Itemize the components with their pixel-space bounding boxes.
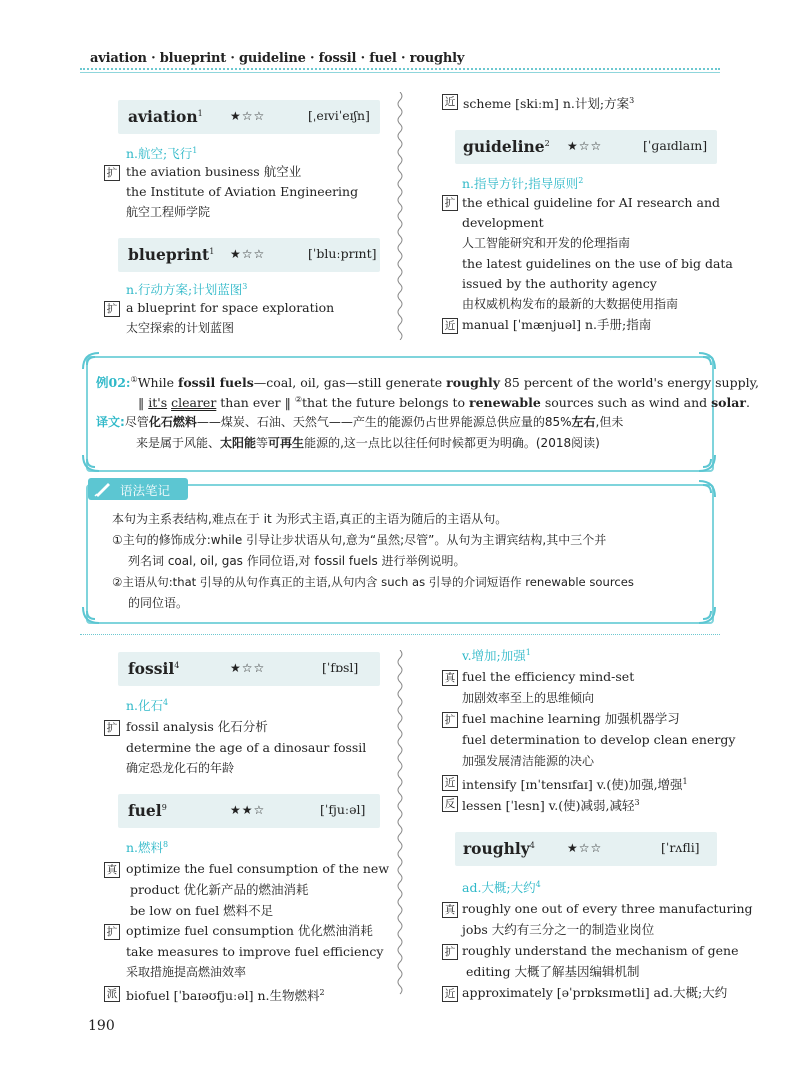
corner-ornament-icon [80, 452, 102, 474]
corner-ornament-icon [80, 350, 102, 372]
part-of-speech: n.燃料$^8$ [126, 839, 169, 855]
example-line: optimize fuel consumption 优化燃油消耗 [126, 923, 373, 938]
frequency-stars: ★☆☆ [567, 841, 603, 855]
example-line: be low on fuel 燃料不足 [130, 903, 274, 918]
part-of-speech: v.增加;加强$^1$ [462, 647, 531, 663]
real-exam-tag: 真 [104, 862, 120, 878]
example-line: fuel determination to develop clean energy [462, 732, 736, 747]
headword-box-guideline [455, 130, 717, 164]
synonym-tag: 近 [442, 775, 458, 791]
synonym-line: intensify [ɪnˈtensɪfaɪ] v.(使)加强,增强$^1$ [462, 777, 688, 793]
frequency-stars: ★☆☆ [230, 109, 266, 123]
grammar-note-line: 本句为主系表结构,难点在于 it 为形式主语,真正的主语为随后的主语从句。 [112, 512, 508, 526]
headword: guideline$^2$ [463, 137, 550, 156]
example-line: the ethical guideline for AI research and [462, 195, 720, 210]
corner-ornament-icon [696, 350, 718, 372]
example-line: development [462, 215, 544, 230]
corner-ornament-icon [696, 604, 718, 626]
synonym-line: manual [ˈmænjuəl] n.手册;指南 [462, 317, 652, 332]
synonym-line: scheme [skiːm] n.计划;方案$^3$ [463, 96, 635, 112]
pronunciation: [ˈbluːprɪnt] [308, 246, 377, 261]
frequency-stars: ★★☆ [230, 803, 266, 817]
example-line: the aviation business 航空业 [126, 164, 302, 179]
extension-tag: 扩 [104, 720, 120, 736]
extension-tag: 扩 [442, 712, 458, 728]
headword-box-roughly [455, 832, 717, 866]
example-line: editing 大概了解基因编辑机制 [466, 964, 640, 979]
example-line: product 优化新产品的燃油消耗 [130, 882, 309, 897]
frequency-stars: ★☆☆ [230, 661, 266, 675]
synonym-tag: 近 [442, 318, 458, 334]
grammar-note-line: 列名词 coal, oil, gas 作同位语,对 fossil fuels 进行举例说明。 [128, 554, 466, 568]
corner-ornament-icon [696, 452, 718, 474]
derivative-tag: 派 [104, 986, 120, 1002]
derivative-line: biofuel [ˈbaɪəʊfjuːəl] n.生物燃料$^2$ [126, 988, 325, 1004]
part-of-speech: n.指导方针;指导原则$^2$ [462, 175, 584, 191]
frequency-stars: ★☆☆ [567, 139, 603, 153]
example-translation: 由权威机构发布的最新的大数据使用指南 [462, 297, 679, 311]
example-line: fuel machine learning 加强机器学习 [462, 711, 680, 726]
frequency-stars: ★☆☆ [230, 247, 266, 261]
headword: fuel$^9$ [128, 801, 167, 820]
pen-icon [94, 481, 112, 497]
section-divider [80, 634, 720, 635]
example-translation: 人工智能研究和开发的伦理指南 [462, 236, 631, 250]
example-line: take measures to improve fuel efficiency [126, 944, 384, 959]
header-divider-solid [80, 72, 720, 73]
example-line: roughly understand the mechanism of gene [462, 943, 739, 958]
example-line: the latest guidelines on the use of big data [462, 256, 733, 271]
headword: blueprint$^1$ [128, 245, 215, 264]
part-of-speech: n.行动方案;计划蓝图$^3$ [126, 281, 248, 297]
example-line: a blueprint for space exploration [126, 300, 335, 315]
real-exam-tag: 真 [442, 902, 458, 918]
headword-box-fuel [118, 794, 380, 828]
part-of-speech: n.化石$^4$ [126, 697, 169, 713]
running-header: aviation · blueprint · guideline · fossil · fuel · roughly [90, 51, 465, 66]
example-line: fossil analysis 化石分析 [126, 719, 268, 734]
example-line: jobs 大约有三分之一的制造业岗位 [462, 922, 655, 937]
grammar-notes-title: 语法笔记 [120, 483, 171, 498]
antonym-line: lessen [ˈlesn] v.(使)减弱,减轻$^3$ [462, 798, 640, 814]
extension-tag: 扩 [104, 924, 120, 940]
grammar-note-line: ①主句的修饰成分:while 引导让步状语从句,意为“虽然;尽管”。从句为主谓宾结构,其中三个并 [112, 533, 607, 547]
synonym-tag: 近 [442, 986, 458, 1002]
part-of-speech: n.航空;飞行$^1$ [126, 145, 198, 161]
example-english-line-1: 例02:①While fossil fuels—coal, oil, gas—still generate roughly 85 percent of the world's energy supply, [96, 375, 759, 391]
column-separator [395, 650, 405, 998]
example-translation-line-2: 来是属于风能、太阳能等可再生能源的,这一点比以往任何时候都更为明确。(2018阅读) [136, 436, 600, 450]
headword: aviation$^1$ [128, 107, 203, 126]
example-english-line-2: ‖ it's clearer than ever ‖ ②that the future belongs to renewable sources such as wind and solar. [138, 395, 750, 411]
grammar-note-line: ②主语从句:that 引导的从句作真正的主语,从句内含 such as 引导的介词短语作 renewable sources [112, 575, 634, 589]
synonym-line: approximately [əˈprɒksɪmətli] ad.大概;大约 [462, 985, 728, 1000]
pronunciation: [ˌeɪviˈeɪʃn] [308, 108, 370, 123]
example-line: the Institute of Aviation Engineering [126, 184, 359, 199]
example-translation: 加剧效率至上的思维倾向 [462, 691, 595, 705]
synonym-tag: 近 [442, 94, 458, 110]
headword: fossil$^4$ [128, 659, 180, 678]
grammar-notes-tab [88, 478, 188, 500]
pronunciation: [ˈfɒsl] [322, 660, 359, 675]
headword-box-fossil [118, 652, 380, 686]
headword-box-aviation [118, 100, 380, 134]
grammar-note-line: 的同位语。 [128, 596, 189, 610]
example-line: fuel the efficiency mind-set [462, 669, 635, 684]
headword: roughly$^4$ [463, 839, 535, 858]
example-translation: 采取措施提高燃油效率 [126, 965, 247, 979]
extension-tag: 扩 [442, 944, 458, 960]
real-exam-tag: 真 [442, 670, 458, 686]
antonym-tag: 反 [442, 796, 458, 812]
extension-tag: 扩 [442, 195, 458, 211]
example-translation: 确定恐龙化石的年龄 [126, 761, 235, 775]
pronunciation: [ˈrʌfli] [661, 840, 700, 855]
header-divider [80, 68, 720, 70]
example-translation: 太空探索的计划蓝图 [126, 321, 235, 335]
example-translation-line-1: 译文:尽管化石燃料——煤炭、石油、天然气——产生的能源仍占世界能源总供应量的85%左右,但未 [96, 415, 624, 429]
column-separator [395, 92, 405, 340]
example-translation: 航空工程师学院 [126, 205, 211, 219]
pronunciation: [ˈfjuːəl] [320, 802, 366, 817]
example-line: optimize the fuel consumption of the new [126, 861, 390, 876]
corner-ornament-icon [696, 478, 718, 500]
page-number: 190 [88, 1018, 115, 1034]
example-line: determine the age of a dinosaur fossil [126, 740, 367, 755]
example-line: issued by the authority agency [462, 276, 657, 291]
example-translation: 加强发展清洁能源的决心 [462, 754, 595, 768]
extension-tag: 扩 [104, 165, 120, 181]
pronunciation: [ˈɡaɪdlaɪn] [643, 138, 708, 153]
part-of-speech: ad.大概;大约$^4$ [462, 879, 541, 895]
headword-box-blueprint [118, 238, 380, 272]
corner-ornament-icon [80, 604, 102, 626]
extension-tag: 扩 [104, 301, 120, 317]
example-line: roughly one out of every three manufacturing [462, 901, 753, 916]
